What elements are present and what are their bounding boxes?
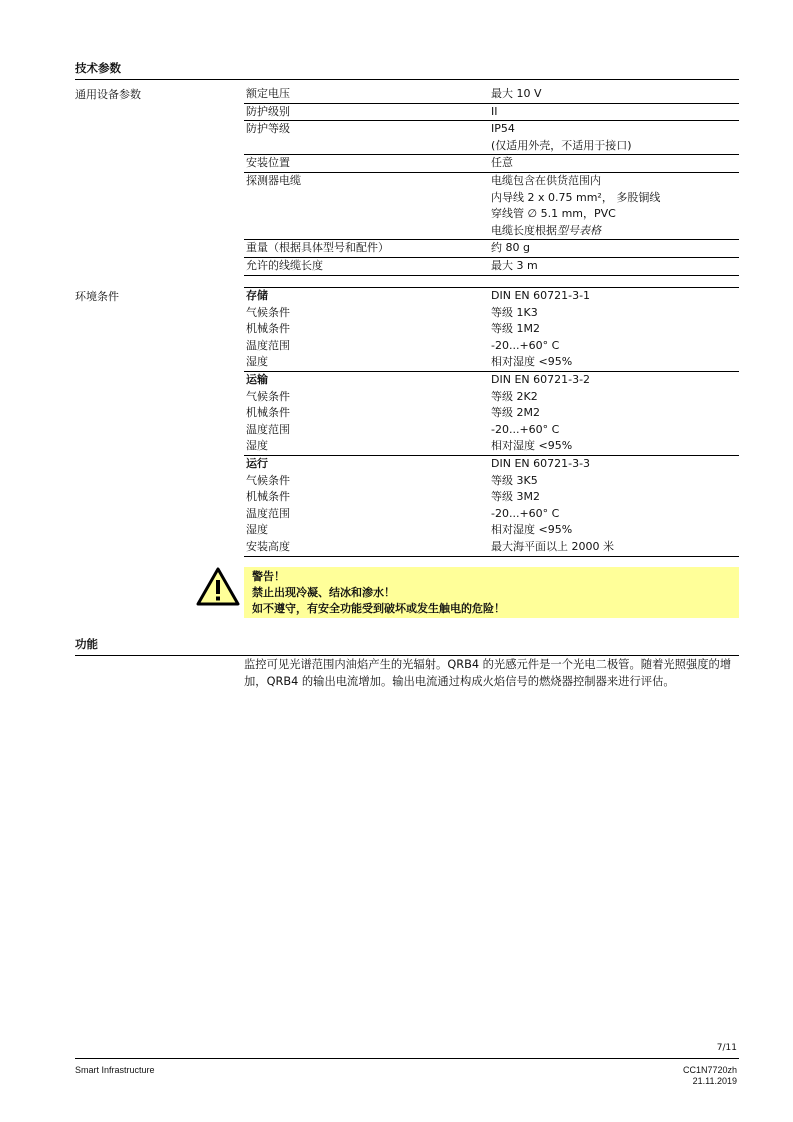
table-row: 探测器电缆 电缆包含在供货范围内 内导线 2 x 0.75 mm²， 多股铜线 穿线管 ∅ 5.1 mm，PVC 电缆长度根据型号表格 [244,172,739,239]
footer-divider [75,1058,739,1059]
general-params-table [244,86,739,276]
env-label: 环境条件 [75,290,119,303]
table-row: 温度范围 -20...+60° C [246,338,560,352]
footer-company: Smart Infrastructure [75,1065,155,1075]
document-date: 21.11.2019 [692,1076,737,1086]
general-label: 通用设备参数 [75,88,141,101]
type-table-reference: 型号表格 [557,223,601,237]
table-row: 额定电压 最大 10 V [244,86,739,103]
table-row: 湿度 相对湿度 <95% [244,438,739,455]
table-row: 温度范围 -20...+60° C [246,506,560,520]
table-row: 气候条件 等级 2K2 [246,389,538,403]
page-number: 7/11 [716,1043,737,1053]
table-row: 存储 DIN EN 60721-3-1 [246,289,591,302]
table-row: 温度范围 -20...+60° C [246,422,560,436]
table-row: 防护级别 II [244,103,739,121]
table-row: 安装高度 最大海平面以上 2000 米 [244,539,739,556]
warning-line: 如不遵守，有安全功能受到破坏或发生触电的危险！ [252,602,505,615]
warning-line: 禁止出现冷凝、结冰和渗水！ [252,586,395,599]
table-row: 运行 DIN EN 60721-3-3 [246,456,591,470]
table-row: 运输 DIN EN 60721-3-2 [246,372,591,386]
warning-triangle-icon [196,567,240,607]
table-row: 重量（根据具体型号和配件） 约 80 g [244,240,739,258]
table-row: 机械条件 等级 1M2 [246,322,540,336]
table-row: 气候条件 等级 3K5 [246,473,538,487]
table-row: 机械条件 等级 2M2 [246,406,540,420]
table-row: 防护等级 IP54 (仅适用外壳，不适用于接口) [244,121,739,155]
section-heading-function: 功能 [75,636,739,656]
footer-doc-info [683,1065,737,1087]
section-heading-tech: 技术参数 [75,60,739,80]
warning-title: 警告！ [252,570,285,583]
env-conditions-table [244,287,739,557]
table-row: 气候条件 等级 1K3 [246,305,538,319]
document-id: CC1N7720zh [682,1065,737,1075]
function-description: 监控可见光谱范围内油焰产生的光辐射。QRB4 的光感元件是一个光电二极管。随着光照强度的增加，QRB4 的输出电流增加。输出电流通过构成火焰信号的燃烧器控制器来进行评估。 [244,658,732,688]
warning-box [244,567,739,618]
table-row: 安装位置 任意 [244,155,739,173]
table-row: 湿度 相对湿度 <95% [244,354,739,371]
table-row: 湿度 相对湿度 <95% [246,523,573,537]
table-row: 允许的线缆长度 最大 3 m [244,257,739,275]
table-row: 机械条件 等级 3M2 [246,490,540,504]
